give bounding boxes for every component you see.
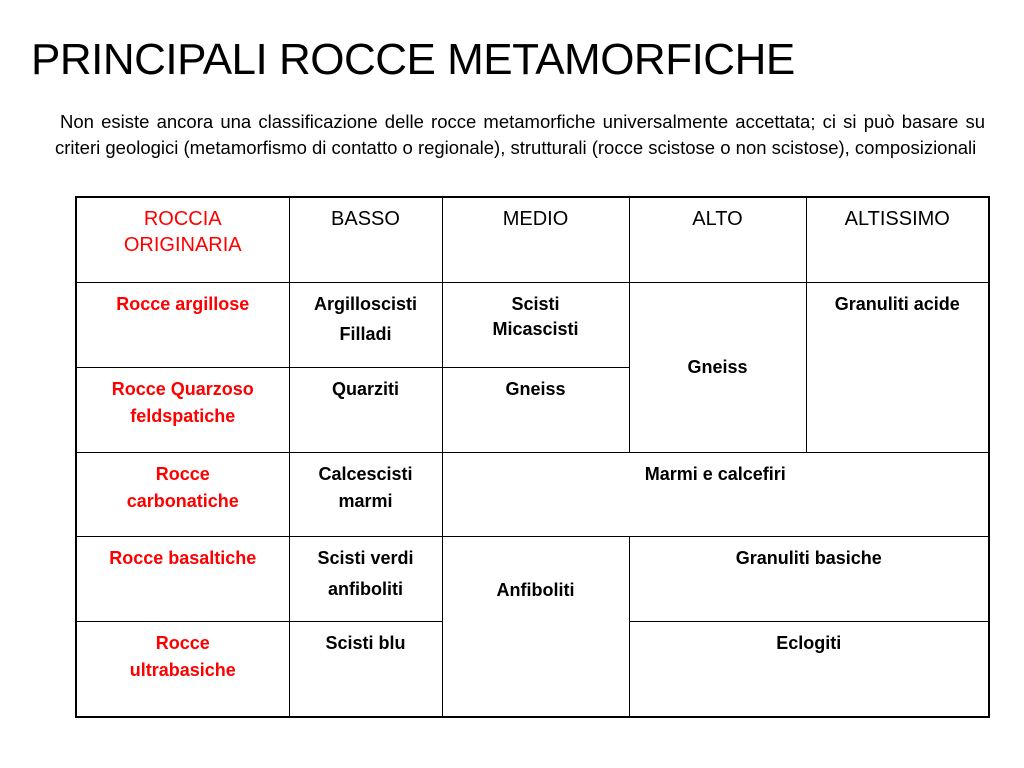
cell-text: marmi <box>338 490 393 511</box>
intro-paragraph: Non esiste ancora una classificazione delle rocce metamorfiche universalmente accettata; ci si può basare su criteri geologici (metamorfismo di contatto o regionale), strutturali (rocce scistose o non scistose), composizionali <box>55 111 985 158</box>
cell-anfiboliti-medio: Anfiboliti <box>442 536 629 717</box>
row-label-carbonatiche <box>76 452 289 536</box>
header-origin-line-1: ROCCIA <box>143 208 222 230</box>
cell-granuliti-basiche: Granuliti basiche <box>629 536 989 621</box>
cell-carbonatiche-basso <box>289 452 442 536</box>
cell-text: Argilloscisti <box>313 293 418 314</box>
cell-quarzoso-basso: Quarziti <box>289 367 442 452</box>
cell-text: Scisti verdi <box>317 547 414 568</box>
cell-text: Filladi <box>339 323 392 344</box>
row-label-ultrabasiche <box>76 621 289 717</box>
cell-eclogiti: Eclogiti <box>629 621 989 717</box>
row-label-line-1: Rocce <box>155 632 210 653</box>
row-label-quarzoso <box>76 367 289 452</box>
header-basso: BASSO <box>289 197 442 282</box>
table-row-argillose <box>76 282 989 367</box>
row-label-argillose: Rocce argillose <box>76 282 289 367</box>
cell-argillose-medio <box>442 282 629 367</box>
header-roccia-originaria <box>76 197 289 282</box>
header-altissimo: ALTISSIMO <box>806 197 989 282</box>
header-origin-line-2: ORIGINARIA <box>123 234 242 256</box>
row-label-line-1: Rocce Quarzoso <box>111 378 254 399</box>
row-label-line-2: carbonatiche <box>126 490 239 511</box>
table-row-basaltiche <box>76 536 989 621</box>
header-alto: ALTO <box>629 197 806 282</box>
cell-text: Micascisti <box>492 318 579 339</box>
row-label-line-1: Rocce <box>155 463 210 484</box>
metamorphic-rocks-table <box>75 196 990 718</box>
row-label-line-2: feldspatiche <box>130 405 236 426</box>
row-label-basaltiche: Rocce basaltiche <box>76 536 289 621</box>
cell-gneiss-alto: Gneiss <box>629 282 806 452</box>
header-medio: MEDIO <box>442 197 629 282</box>
cell-quarzoso-medio: Gneiss <box>442 367 629 452</box>
cell-basaltiche-basso <box>289 536 442 621</box>
cell-argillose-basso <box>289 282 442 367</box>
slide-title: PRINCIPALI ROCCE METAMORFICHE <box>31 35 795 84</box>
cell-text: Scisti <box>511 293 560 314</box>
cell-ultrabasiche-basso: Scisti blu <box>289 621 442 717</box>
table-header-row <box>76 197 989 282</box>
cell-text: Calcescisti <box>318 463 413 484</box>
cell-marmi-calcefiri: Marmi e calcefiri <box>442 452 989 536</box>
row-label-line-2: ultrabasiche <box>129 659 236 680</box>
cell-granuliti-acide: Granuliti acide <box>806 282 989 452</box>
table-row-carbonatiche <box>76 452 989 536</box>
cell-text: anfiboliti <box>328 578 403 599</box>
